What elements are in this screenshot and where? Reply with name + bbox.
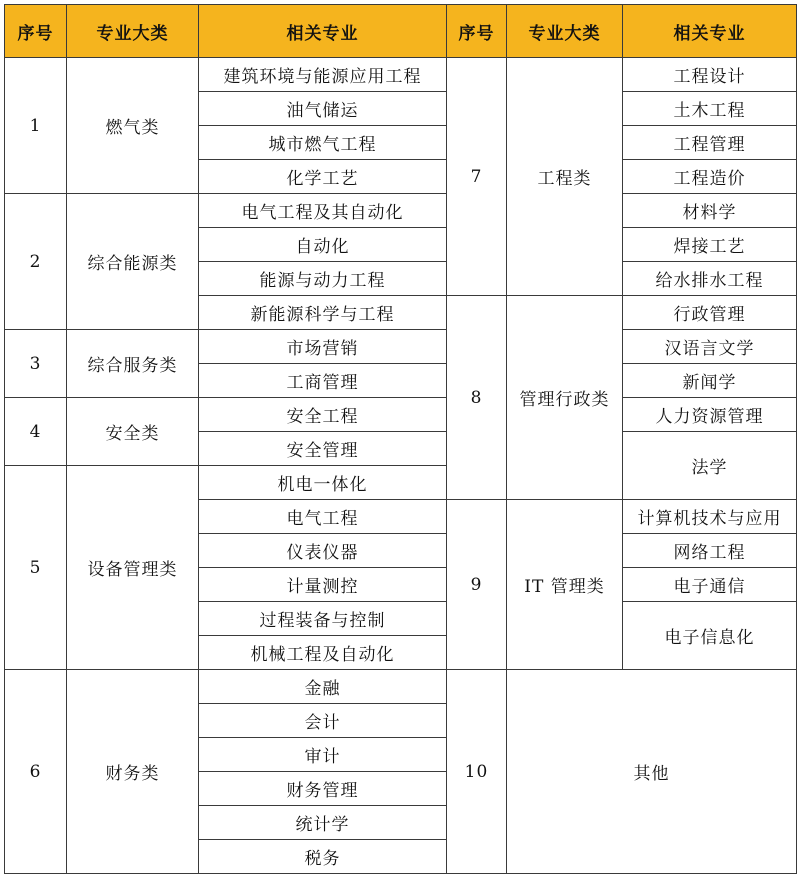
header-seq-right: 序号 <box>447 5 507 58</box>
category-cell: 工程类 <box>507 58 623 296</box>
major-cell: 油气储运 <box>199 92 447 126</box>
major-cell: 工商管理 <box>199 364 447 398</box>
majors-table <box>4 4 797 874</box>
major-cell: 会计 <box>199 704 447 738</box>
major-cell: 财务管理 <box>199 772 447 806</box>
header-row <box>5 5 797 58</box>
major-cell: 电气工程及其自动化 <box>199 194 447 228</box>
category-cell: 财务类 <box>67 670 199 874</box>
category-cell: 其他 <box>507 670 797 874</box>
major-cell: 金融 <box>199 670 447 704</box>
major-cell: 法学 <box>623 432 797 500</box>
seq-cell: 8 <box>447 296 507 500</box>
major-cell: 给水排水工程 <box>623 262 797 296</box>
major-cell: 计算机技术与应用 <box>623 500 797 534</box>
category-cell: 设备管理类 <box>67 466 199 670</box>
category-cell: 管理行政类 <box>507 296 623 500</box>
major-cell: 工程管理 <box>623 126 797 160</box>
major-cell: 焊接工艺 <box>623 228 797 262</box>
major-cell: 土木工程 <box>623 92 797 126</box>
seq-cell: 1 <box>5 58 67 194</box>
major-cell: 机械工程及自动化 <box>199 636 447 670</box>
major-cell: 计量测控 <box>199 568 447 602</box>
major-cell: 电子通信 <box>623 568 797 602</box>
major-cell: 市场营销 <box>199 330 447 364</box>
header-category-right: 专业大类 <box>507 5 623 58</box>
category-cell: 综合服务类 <box>67 330 199 398</box>
major-cell: 人力资源管理 <box>623 398 797 432</box>
major-cell: 审计 <box>199 738 447 772</box>
seq-cell: 4 <box>5 398 67 466</box>
header-category-left: 专业大类 <box>67 5 199 58</box>
table-row <box>5 194 797 228</box>
header-related-left: 相关专业 <box>199 5 447 58</box>
seq-cell: 2 <box>5 194 67 330</box>
major-cell: 工程造价 <box>623 160 797 194</box>
major-cell: 过程装备与控制 <box>199 602 447 636</box>
major-cell: 城市燃气工程 <box>199 126 447 160</box>
category-cell: 综合能源类 <box>67 194 199 330</box>
major-cell: 新能源科学与工程 <box>199 296 447 330</box>
major-cell: 仪表仪器 <box>199 534 447 568</box>
major-cell: 汉语言文学 <box>623 330 797 364</box>
major-cell: 自动化 <box>199 228 447 262</box>
major-cell: 机电一体化 <box>199 466 447 500</box>
category-cell: IT 管理类 <box>507 500 623 670</box>
table-row <box>5 330 797 364</box>
major-cell: 税务 <box>199 840 447 874</box>
major-cell: 安全工程 <box>199 398 447 432</box>
major-cell: 新闻学 <box>623 364 797 398</box>
table-row <box>5 398 797 432</box>
seq-cell: 3 <box>5 330 67 398</box>
seq-cell: 7 <box>447 58 507 296</box>
table-row <box>5 58 797 92</box>
header-related-right: 相关专业 <box>623 5 797 58</box>
major-cell: 安全管理 <box>199 432 447 466</box>
major-cell: 网络工程 <box>623 534 797 568</box>
seq-cell: 5 <box>5 466 67 670</box>
seq-cell: 10 <box>447 670 507 874</box>
major-cell: 材料学 <box>623 194 797 228</box>
category-cell: 燃气类 <box>67 58 199 194</box>
seq-cell: 9 <box>447 500 507 670</box>
header-seq-left: 序号 <box>5 5 67 58</box>
major-cell: 工程设计 <box>623 58 797 92</box>
major-cell: 能源与动力工程 <box>199 262 447 296</box>
seq-cell: 6 <box>5 670 67 874</box>
major-cell: 建筑环境与能源应用工程 <box>199 58 447 92</box>
major-cell: 行政管理 <box>623 296 797 330</box>
category-cell: 安全类 <box>67 398 199 466</box>
major-cell: 统计学 <box>199 806 447 840</box>
major-cell: 电气工程 <box>199 500 447 534</box>
major-cell: 化学工艺 <box>199 160 447 194</box>
major-cell: 电子信息化 <box>623 602 797 670</box>
table-row <box>5 670 797 704</box>
